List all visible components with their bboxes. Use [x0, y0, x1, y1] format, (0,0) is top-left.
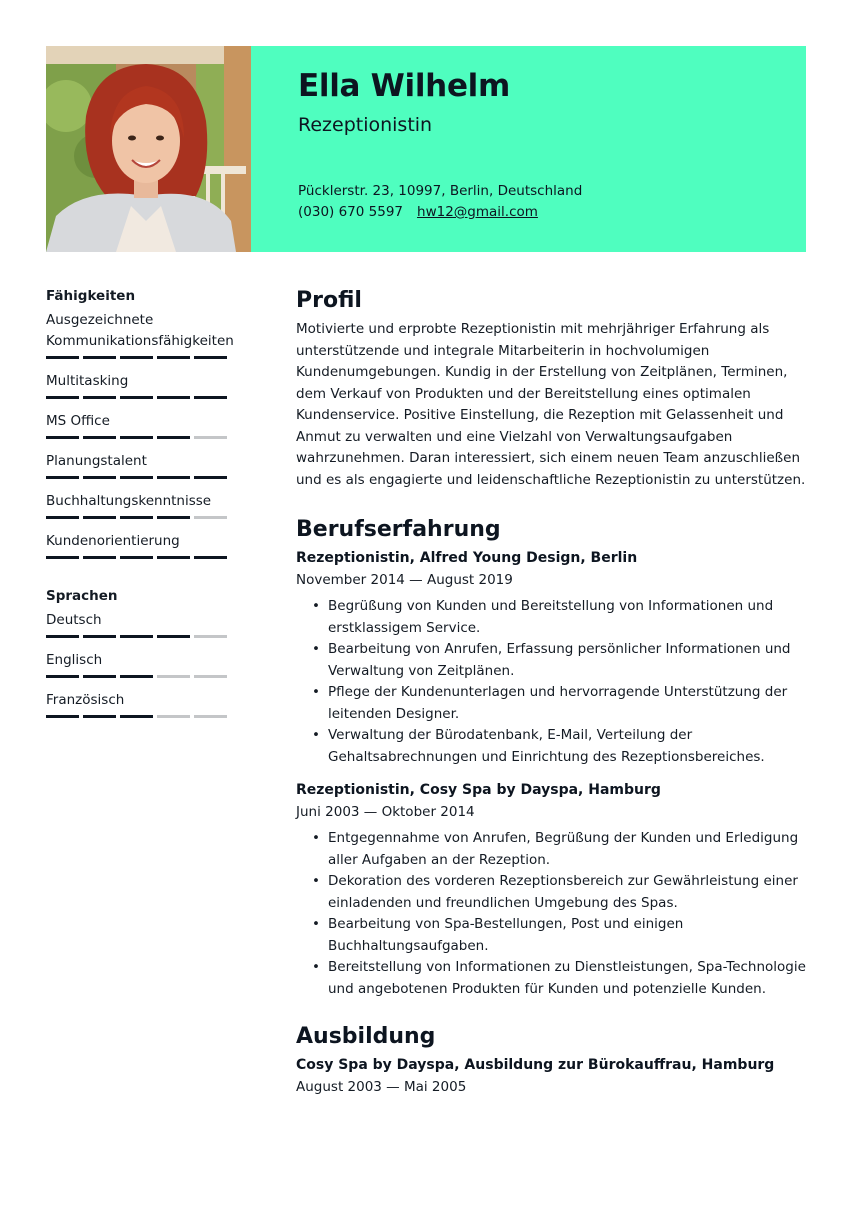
skill-item-level-bar [46, 396, 228, 399]
skill-item [46, 491, 228, 519]
experience-list [296, 550, 808, 1000]
job-title: Rezeptionistin, Cosy Spa by Dayspa, Hamburg [296, 782, 661, 798]
language-item-label: Englisch [46, 652, 103, 668]
level-segment [194, 675, 227, 678]
level-segment [83, 635, 116, 638]
education-heading: Ausbildung [296, 1024, 436, 1049]
level-segment [157, 516, 190, 519]
level-segment [83, 436, 116, 439]
experience-heading: Berufserfahrung [296, 517, 501, 542]
email-link[interactable]: hw12@gmail.com [417, 204, 538, 220]
level-segment [46, 675, 79, 678]
address: Pücklerstr. 23, 10997, Berlin, Deutschland [298, 183, 583, 199]
language-item [46, 610, 228, 638]
level-segment [194, 396, 227, 399]
sidebar [46, 288, 234, 730]
job-bullet: • Pflege der Kundenunterlagen und hervorragende Unterstützung der leitenden Designer. [296, 682, 808, 725]
job-bullet: • Begrüßung von Kunden und Bereitstellung von Informationen und erstklassigem Service. [296, 596, 808, 639]
level-segment [120, 356, 153, 359]
contact-line [298, 204, 538, 220]
job-entry [296, 550, 808, 768]
skill-item [46, 310, 234, 359]
level-segment [157, 396, 190, 399]
level-segment [46, 635, 79, 638]
level-segment [157, 715, 190, 718]
education-list [296, 1057, 808, 1095]
candidate-role: Rezeptionistin [298, 114, 433, 136]
skills-list [46, 310, 234, 559]
level-segment [194, 436, 227, 439]
level-segment [120, 675, 153, 678]
level-segment [120, 635, 153, 638]
language-item-level-bar [46, 715, 228, 718]
skill-item [46, 451, 228, 479]
skill-item-level-bar [46, 436, 228, 439]
languages-list [46, 610, 228, 718]
skill-item-level-bar [46, 556, 228, 559]
job-title: Rezeptionistin, Alfred Young Design, Berlin [296, 550, 638, 566]
skill-item-level-bar [46, 516, 228, 519]
skill-item-label: Multitasking [46, 373, 129, 389]
skill-item-label: Ausgezeichnete Kommunikationsfähigkeiten [46, 312, 234, 349]
level-segment [46, 476, 79, 479]
skill-item-label: Buchhaltungskenntnisse [46, 493, 212, 509]
phone: (030) 670 5597 [298, 204, 404, 220]
job-dates: Juni 2003 — Oktober 2014 [296, 804, 475, 820]
level-segment [83, 476, 116, 479]
level-segment [83, 516, 116, 519]
level-segment [157, 635, 190, 638]
candidate-name: Ella Wilhelm [298, 68, 511, 104]
level-segment [46, 396, 79, 399]
level-segment [194, 715, 227, 718]
languages-heading: Sprachen [46, 588, 118, 604]
skill-item-label: Kundenorientierung [46, 533, 180, 549]
skill-item [46, 371, 228, 399]
level-segment [157, 476, 190, 479]
language-item [46, 690, 228, 718]
main-content [296, 288, 808, 1095]
level-segment [157, 675, 190, 678]
level-segment [83, 675, 116, 678]
level-segment [46, 715, 79, 718]
level-segment [194, 556, 227, 559]
level-segment [157, 356, 190, 359]
level-segment [194, 356, 227, 359]
job-bullets [296, 828, 808, 1000]
education-title: Cosy Spa by Dayspa, Ausbildung zur Bürokauffrau, Hamburg [296, 1057, 775, 1073]
language-item-level-bar [46, 675, 228, 678]
education-dates: August 2003 — Mai 2005 [296, 1079, 467, 1095]
level-segment [194, 516, 227, 519]
job-bullet: • Bearbeitung von Anrufen, Erfassung persönlicher Informationen und Verwaltung von Zeitplänen. [296, 639, 808, 682]
level-segment [120, 396, 153, 399]
language-item-label: Französisch [46, 692, 125, 708]
level-segment [157, 436, 190, 439]
language-item [46, 650, 228, 678]
job-bullet: • Bereitstellung von Informationen zu Dienstleistungen, Spa-Technologie und angebotenen Produkten für Kunden und potenzielle Kunden. [296, 957, 808, 1000]
level-segment [46, 556, 79, 559]
level-segment [83, 556, 116, 559]
job-entry [296, 782, 808, 1000]
level-segment [120, 556, 153, 559]
level-segment [194, 635, 227, 638]
language-item-label: Deutsch [46, 612, 102, 628]
language-item-level-bar [46, 635, 228, 638]
job-bullet: • Verwaltung der Bürodatenbank, E-Mail, Verteilung der Gehaltsabrechnungen und Einrichtung des Rezeptionsbereiches. [296, 725, 808, 768]
skill-item-label: Planungstalent [46, 453, 147, 469]
profile-text: Motivierte und erprobte Rezeptionistin mit mehrjähriger Erfahrung als unterstützende und integrale Mitarbeiterin in hochvolumigen Kundenumgebungen. Kundig in der Erstellung von Zeitplänen, Terminen, dem Verkauf von Produkten und der Bereitstellung eines optimalen Kundenservice. Positive Einstellung, die Rezeption mit Gelassenheit und Anmut zu verwalten und eine Vielzahl von Verwaltungsaufgaben wahrzunehmen. Daran interessiert, sich einem neuen Team anzuschließen und es als engagierte und leidenschaftliche Rezeptionistin zu unterstützen. [296, 321, 806, 488]
level-segment [157, 556, 190, 559]
job-dates: November 2014 — August 2019 [296, 572, 513, 588]
level-segment [83, 356, 116, 359]
profile-photo [46, 46, 251, 252]
level-segment [120, 476, 153, 479]
level-segment [120, 715, 153, 718]
job-bullet: • Bearbeitung von Spa-Bestellungen, Post und einigen Buchhaltungsaufgaben. [296, 914, 808, 957]
resume-header [46, 46, 806, 252]
skills-heading: Fähigkeiten [46, 288, 136, 304]
skill-item-level-bar [46, 476, 228, 479]
level-segment [83, 715, 116, 718]
level-segment [83, 396, 116, 399]
education-entry [296, 1057, 808, 1095]
level-segment [46, 436, 79, 439]
level-segment [194, 476, 227, 479]
profile-heading: Profil [296, 288, 362, 313]
level-segment [46, 356, 79, 359]
job-bullet: • Dekoration des vorderen Rezeptionsbereich zur Gewährleistung einer einladenden und freundlichen Umgebung des Spas. [296, 871, 808, 914]
level-segment [120, 436, 153, 439]
job-bullets [296, 596, 808, 768]
skill-item [46, 411, 228, 439]
level-segment [46, 516, 79, 519]
job-bullet: • Entgegennahme von Anrufen, Begrüßung der Kunden und Erledigung aller Aufgaben an der Rezeption. [296, 828, 808, 871]
skill-item-label: MS Office [46, 413, 110, 429]
skill-item [46, 531, 228, 559]
level-segment [120, 516, 153, 519]
skill-item-level-bar [46, 356, 228, 359]
